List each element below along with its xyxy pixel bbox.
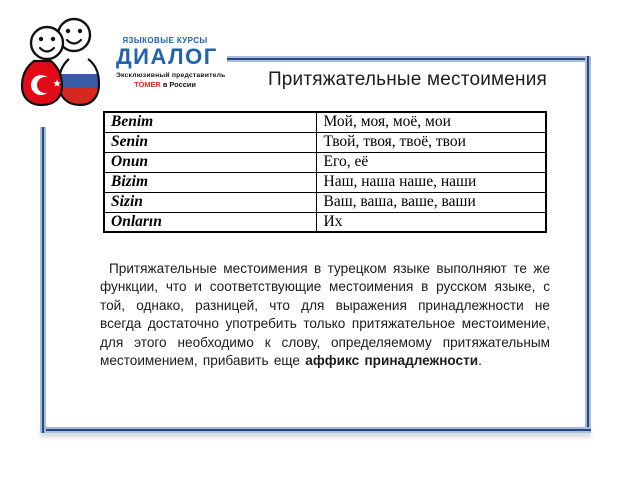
russian-translation-cell: Мой, моя, моё, мои: [316, 112, 546, 132]
frame-left-border: [40, 127, 46, 433]
page-title: Притяжательные местоимения: [267, 69, 548, 90]
table-row: [104, 132, 546, 152]
table-row: [104, 212, 546, 232]
logo-russia-label: в России: [162, 80, 196, 90]
russian-translation-cell: Твой, твоя, твоё, твои: [316, 132, 546, 152]
turkish-pronoun-cell: Onların: [104, 212, 316, 232]
logo-brand: ДИАЛОГ: [116, 44, 218, 69]
body-paragraph: [100, 260, 550, 370]
smiley-head-icon: [31, 27, 63, 59]
logo-representative: [116, 80, 214, 89]
russian-translation-cell: Их: [316, 212, 546, 232]
frame-top-border: [227, 56, 591, 62]
russian-translation-cell: Наш, наша наше, наши: [316, 172, 546, 192]
logo-subtitle: Эксклюзивный представитель: [116, 72, 226, 80]
table-row: [104, 152, 546, 172]
table-row: [104, 192, 546, 212]
logo-characters-icon: [14, 8, 114, 108]
turkish-pronoun-cell: Benim: [104, 112, 316, 132]
logo: [116, 36, 226, 90]
frame-right-border: [585, 56, 591, 433]
turkey-flag-body-icon: [22, 61, 62, 105]
table-row: [104, 112, 546, 132]
paragraph-text: Притяжательные местоимения в турецком языке выполняют те же функции, что и соответствующие местоимения в русском языке, с той, однако, разницей, что для выражения принадлежности не всегда достаточно употребить только притяжательное местоимение, для этого необходимо к слову, определяемому притяжательным местоимением, прибавить еще: [100, 261, 550, 369]
russian-translation-cell: Его, её: [316, 152, 546, 172]
paragraph-bold-term: аффикс принадлежности: [305, 353, 479, 369]
pronouns-table: [103, 111, 547, 233]
frame-bottom-border: [40, 427, 591, 433]
logo-tomer-label: TÖMER: [134, 80, 161, 90]
turkish-pronoun-cell: Senin: [104, 132, 316, 152]
table-row: [104, 172, 546, 192]
logo-tagline: ЯЗЫКОВЫЕ КУРСЫ: [122, 36, 208, 45]
turkish-pronoun-cell: Sizin: [104, 192, 316, 212]
russian-translation-cell: Ваш, ваша, ваше, ваши: [316, 192, 546, 212]
turkish-pronoun-cell: Bizim: [104, 172, 316, 192]
paragraph-period: .: [478, 353, 482, 369]
turkish-pronoun-cell: Onun: [104, 152, 316, 172]
